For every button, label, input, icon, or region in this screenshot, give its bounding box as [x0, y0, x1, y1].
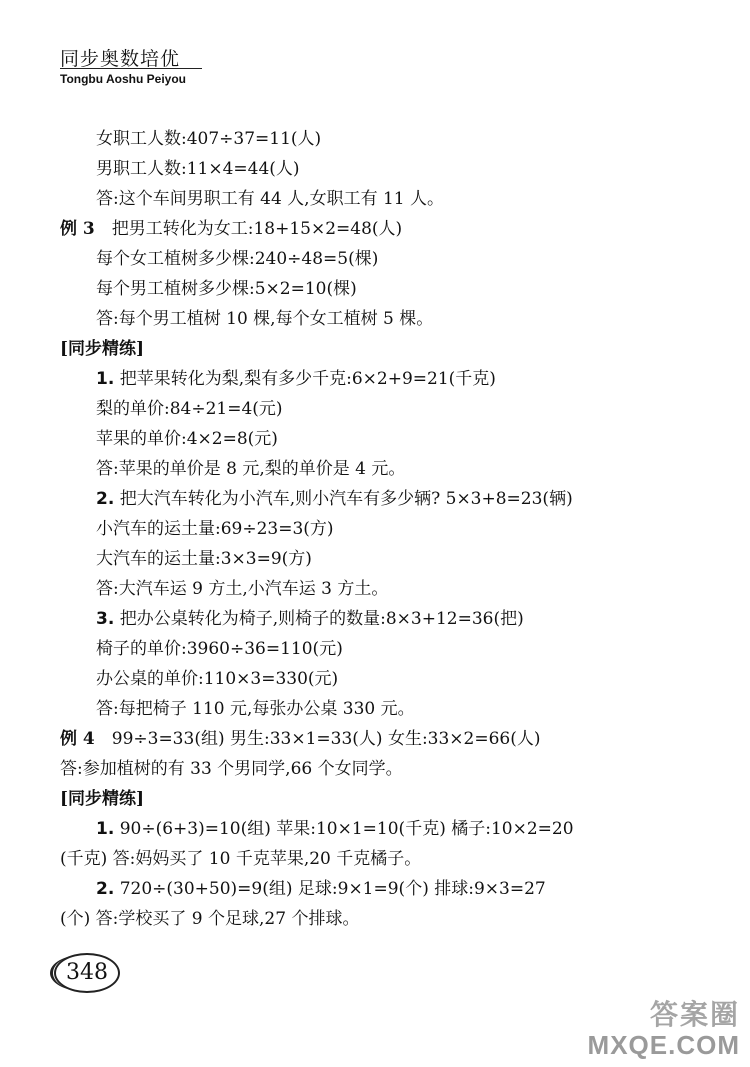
- example-label: 例 4: [60, 729, 95, 749]
- exercise-number: 1.: [96, 819, 115, 839]
- text-line: [96, 188, 444, 210]
- line-text: 答:参加植树的有 33 个男同学,66 个女同学。: [60, 759, 403, 779]
- text-line: [96, 698, 415, 720]
- text-line: [96, 158, 300, 180]
- line-text: (个) 答:学校买了 9 个足球,27 个排球。: [60, 909, 360, 929]
- exercise-line: [96, 488, 573, 510]
- line-text: 720÷(30+50)=9(组) 足球:9×1=9(个) 排球:9×3=27: [119, 879, 546, 899]
- text-line: [96, 668, 338, 690]
- exercise-number: 1.: [96, 369, 115, 389]
- text-line: [96, 398, 283, 420]
- exercise-number: 2.: [96, 879, 115, 899]
- text-line: [96, 428, 278, 450]
- line-text: 梨的单价:84÷21=4(元): [96, 399, 283, 419]
- text-line: [96, 518, 334, 540]
- watermark-logo: 答案圈: [649, 998, 740, 1031]
- text-line: [96, 308, 433, 330]
- section-heading: [60, 338, 144, 360]
- exercise-line: [96, 878, 546, 900]
- text-line: [96, 638, 343, 660]
- text-line: [96, 278, 357, 300]
- text-line: [96, 248, 378, 270]
- text-line: [60, 908, 359, 930]
- header-rule: [60, 68, 202, 69]
- example-line: [60, 218, 402, 240]
- book-title: 同步奥数培优: [60, 48, 181, 70]
- line-text: 把苹果转化为梨,梨有多少千克:6×2+9=21(千克): [119, 369, 496, 389]
- exercise-line: [96, 368, 496, 390]
- text-line: [60, 758, 403, 780]
- text-line: [96, 578, 388, 600]
- exercise-line: [96, 608, 524, 630]
- line-text: 办公桌的单价:110×3=330(元): [96, 669, 339, 689]
- watermark-url: MXQE.COM: [587, 1030, 740, 1060]
- line-text: 大汽车的运土量:3×3=9(方): [96, 549, 312, 569]
- exercise-number: 3.: [96, 609, 115, 629]
- line-text: 答:每把椅子 110 元,每张办公桌 330 元。: [96, 699, 415, 719]
- line-text: [同步精练]: [60, 789, 145, 809]
- book-subtitle: Tongbu Aoshu Peiyou: [60, 72, 186, 86]
- line-text: 90÷(6+3)=10(组) 苹果:10×1=10(千克) 橘子:10×2=20: [119, 819, 574, 839]
- line-text: 小汽车的运土量:69÷23=3(方): [96, 519, 334, 539]
- exercise-number: 2.: [96, 489, 115, 509]
- line-text: 答:苹果的单价是 8 元,梨的单价是 4 元。: [96, 459, 406, 479]
- line-text: 把办公桌转化为椅子,则椅子的数量:8×3+12=36(把): [119, 609, 524, 629]
- line-text: 每个女工植树多少棵:240÷48=5(棵): [96, 249, 379, 269]
- section-heading: [60, 788, 144, 810]
- line-text: 每个男工植树多少棵:5×2=10(棵): [96, 279, 357, 299]
- line-text: 把大汽车转化为小汽车,则小汽车有多少辆? 5×3+8=23(辆): [119, 489, 573, 509]
- text-line: [96, 458, 405, 480]
- exercise-line: [96, 818, 574, 840]
- line-text: [同步精练]: [60, 339, 145, 359]
- line-text: (千克) 答:妈妈买了 10 千克苹果,20 千克橘子。: [60, 849, 422, 869]
- line-text: 答:这个车间男职工有 44 人,女职工有 11 人。: [96, 189, 445, 209]
- line-text: 答:大汽车运 9 方土,小汽车运 3 方土。: [96, 579, 389, 599]
- line-text: 女职工人数:407÷37=11(人): [96, 129, 322, 149]
- line-text: 椅子的单价:3960÷36=110(元): [96, 639, 343, 659]
- text-line: [96, 548, 312, 570]
- example-line: [60, 728, 541, 750]
- text-line: [96, 128, 321, 150]
- line-text: 答:每个男工植树 10 棵,每个女工植树 5 棵。: [96, 309, 434, 329]
- example-label: 例 3: [60, 219, 95, 239]
- text-line: [60, 848, 421, 870]
- line-text: 把男工转化为女工:18+15×2=48(人): [111, 219, 403, 239]
- line-text: 男职工人数:11×4=44(人): [96, 159, 300, 179]
- page-number: 348: [54, 953, 120, 993]
- line-text: 苹果的单价:4×2=8(元): [96, 429, 278, 449]
- line-text: 99÷3=33(组) 男生:33×1=33(人) 女生:33×2=66(人): [111, 729, 541, 749]
